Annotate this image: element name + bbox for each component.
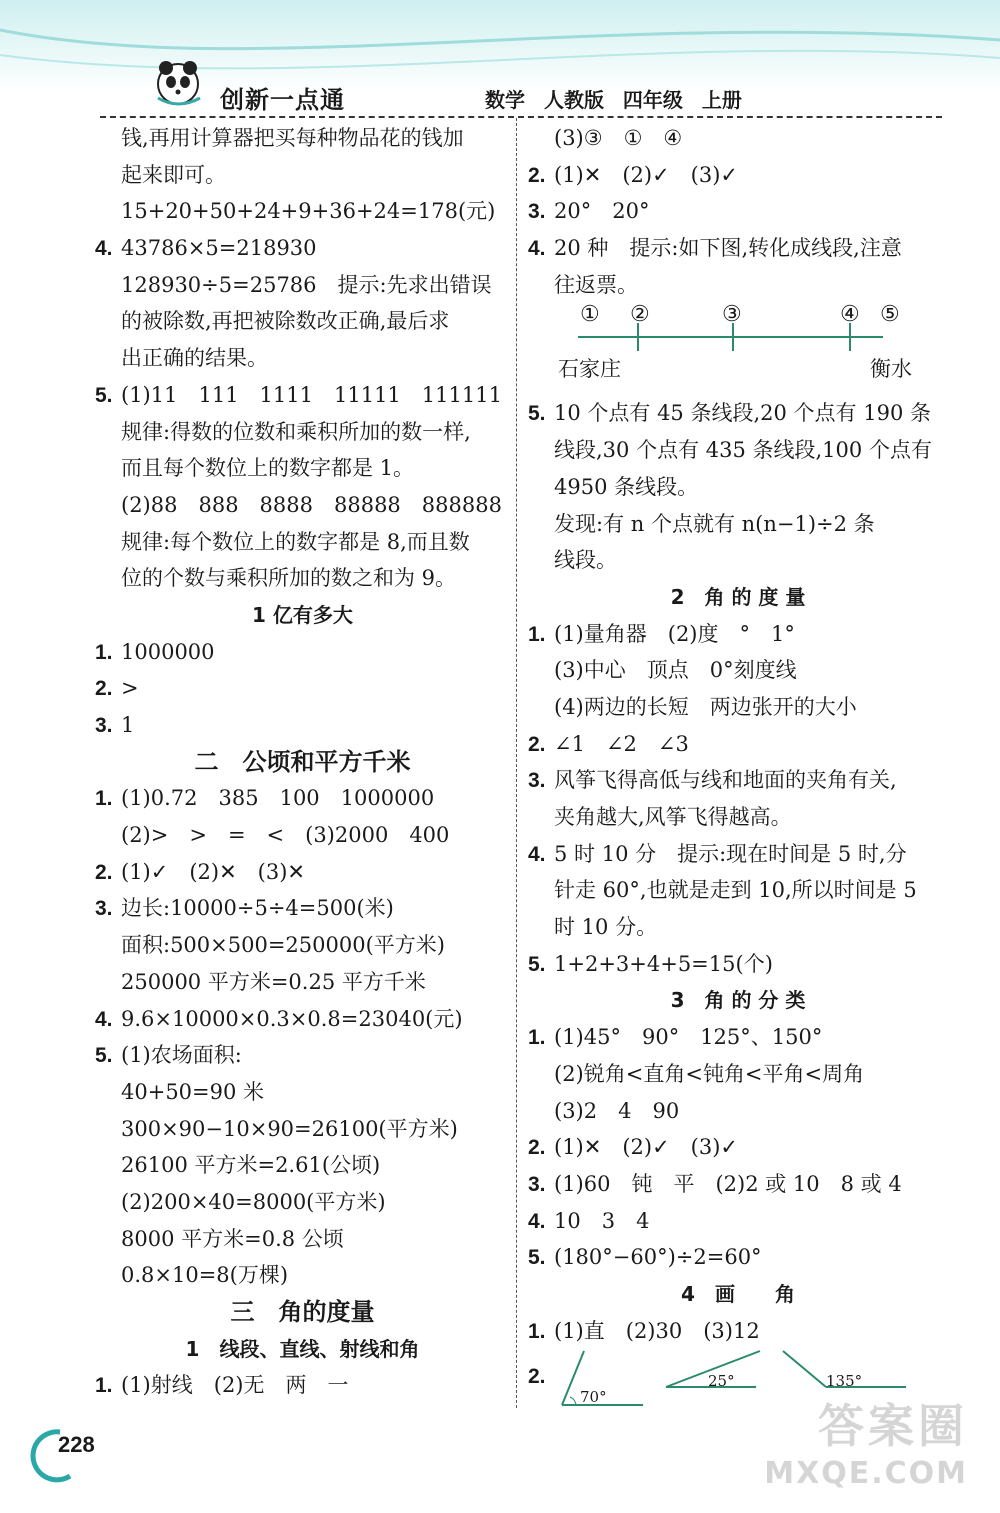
- answer-text: 5 时 10 分 提示:现在时间是 5 时,分: [554, 841, 907, 866]
- angle-label-70: 70°: [580, 1388, 607, 1407]
- answer-line: [95, 230, 510, 267]
- answer-text: (2)> > = < (3)2000 400: [121, 823, 450, 848]
- answer-line: [528, 1313, 948, 1350]
- answer-line: [95, 340, 510, 377]
- answer-line: [95, 854, 510, 891]
- section-heading: 三 角的度量: [230, 1298, 375, 1326]
- section-heading: 二 公顷和平方千米: [194, 747, 411, 776]
- answer-line: [528, 1239, 948, 1276]
- answer-line: [95, 670, 510, 707]
- answer-line: [95, 1147, 510, 1184]
- answer-line: [95, 780, 510, 817]
- answer-text: (4)两边的长短 两边张开的大小: [554, 694, 857, 719]
- answer-text: (2)88 888 8888 88888 888888: [121, 492, 502, 517]
- answer-line: [528, 1093, 948, 1130]
- answer-line: [528, 946, 948, 983]
- right-bottom-answers: [528, 395, 948, 1349]
- item-number: 1.: [528, 1319, 546, 1343]
- answer-line: [528, 1129, 948, 1166]
- answer-text: 风筝飞得高低与线和地面的夹角有关,: [554, 768, 897, 793]
- answer-line: [528, 542, 948, 579]
- point-1: ①: [580, 302, 600, 328]
- answer-text: (1)11 111 1111 11111 111111: [121, 382, 502, 407]
- answer-line: [95, 524, 510, 561]
- answer-line: [95, 1221, 510, 1258]
- answer-text: (3)2 4 90: [554, 1098, 680, 1123]
- answer-line: [95, 1037, 510, 1074]
- answer-text: 8000 平方米=0.8 公顷: [121, 1226, 344, 1251]
- answer-text: 1+2+3+4+5=15(个): [554, 951, 773, 976]
- item-number: 1.: [528, 622, 546, 646]
- answer-text: (1)✕ (2)✓ (3)✓: [554, 162, 739, 187]
- answer-line: [95, 450, 510, 487]
- item-number: 2.: [528, 1136, 546, 1160]
- answer-line: [95, 267, 510, 304]
- answer-line: [95, 707, 510, 744]
- answer-text: 位的个数与乘积所加的数之和为 9。: [121, 566, 457, 591]
- answer-line: [95, 377, 510, 414]
- answer-text: >: [121, 676, 139, 701]
- answer-line: [528, 193, 948, 230]
- answer-text: 往返票。: [554, 272, 638, 297]
- answer-line: [528, 1019, 948, 1056]
- column-divider: [516, 118, 517, 1408]
- answer-text: (1)60 钝 平 (2)2 或 10 8 或 4: [554, 1171, 902, 1196]
- item-number: 5.: [528, 952, 546, 976]
- answer-line: [95, 1001, 510, 1038]
- answer-text: 20 种 提示:如下图,转化成线段,注意: [554, 236, 902, 261]
- answer-line: [528, 726, 948, 763]
- answer-text: 15+20+50+24+9+36+24=178(元): [121, 199, 496, 224]
- answer-text: 1000000: [121, 639, 215, 664]
- item-number: 3.: [528, 769, 546, 793]
- item-number: 5.: [528, 402, 546, 426]
- answer-text: (1)45° 90° 125°、150°: [554, 1025, 823, 1050]
- answer-text: ∠1 ∠2 ∠3: [554, 731, 689, 756]
- answer-line: [528, 1056, 948, 1093]
- item-number: 4.: [528, 237, 546, 261]
- item-number: 3.: [95, 714, 113, 737]
- answer-line: [528, 652, 948, 689]
- item-number: 1.: [95, 640, 113, 664]
- answer-text: 26100 平方米=2.61(公顷): [121, 1153, 381, 1178]
- city-hengshui: 衡水: [870, 357, 912, 382]
- answer-text: 规律:得数的位数和乘积所加的数一样,: [121, 419, 471, 444]
- answer-line: [95, 487, 510, 524]
- answer-text: (1)0.72 385 100 1000000: [121, 786, 435, 811]
- answer-line: [528, 395, 948, 432]
- answer-text: 规律:每个数位上的数字都是 8,而且数: [121, 529, 470, 554]
- answer-line: [95, 157, 510, 194]
- answer-text: 9.6×10000×0.3×0.8=23040(元): [121, 1006, 463, 1031]
- answer-text: 128930÷5=25786 提示:先求出错误: [121, 272, 492, 297]
- page-number: 228: [58, 1432, 95, 1457]
- point-2: ②: [630, 302, 650, 328]
- answer-text: 钱,再用计算器把买每种物品花的钱加: [121, 126, 464, 150]
- right-column: [528, 120, 948, 1423]
- item-number: 2.: [95, 677, 113, 701]
- answer-text: (2)锐角<直角<钝角<平角<周角: [554, 1061, 865, 1086]
- watermark: [764, 1390, 968, 1491]
- panda-logo-icon: [150, 58, 212, 108]
- answer-line: [528, 1166, 948, 1203]
- header-divider: [100, 116, 942, 118]
- answer-line: [528, 157, 948, 194]
- answer-line: [95, 414, 510, 451]
- answer-text: 针走 60°,也就是走到 10,所以时间是 5: [554, 878, 917, 903]
- answer-line: [95, 964, 510, 1001]
- item-number: 4.: [95, 1007, 113, 1031]
- answer-text: 边长:10000÷5÷4=500(米): [121, 896, 394, 921]
- answer-line: [528, 872, 948, 909]
- answer-line: [528, 506, 948, 543]
- city-shijiazhuang: 石家庄: [558, 357, 621, 382]
- answer-text: 起来即可。: [121, 162, 226, 187]
- answer-line: [528, 799, 948, 836]
- answer-line: [95, 560, 510, 597]
- item-number: 1.: [95, 787, 113, 811]
- answer-text: 时 10 分。: [554, 915, 658, 940]
- item-number: 3.: [95, 897, 113, 921]
- answer-text: (2)200×40=8000(平方米): [121, 1189, 386, 1214]
- answer-line: [528, 616, 948, 653]
- angle-label-135: 135°: [826, 1372, 863, 1391]
- answer-text: 的被除数,再把被除数改正确,最后求: [121, 309, 450, 334]
- item-number: 5.: [528, 1246, 546, 1270]
- item-number: 3.: [528, 1172, 546, 1196]
- item-number: 4.: [528, 842, 546, 866]
- answer-text: 20° 20°: [554, 199, 650, 224]
- answer-line: [528, 230, 948, 267]
- answer-line: [95, 927, 510, 964]
- left-column: [95, 120, 510, 1404]
- watermark-url: MXQE.COM: [764, 1456, 968, 1491]
- answer-line: [95, 1111, 510, 1148]
- answer-text: 发现:有 n 个点就有 n(n−1)÷2 条: [554, 511, 875, 536]
- item-number: 5.: [95, 383, 113, 407]
- answer-line: [95, 1184, 510, 1221]
- answer-text: (3)③ ① ④: [554, 126, 683, 150]
- answer-line: [95, 193, 510, 230]
- book-info: 数学 人教版 四年级 上册: [485, 88, 742, 112]
- item-number: 1.: [95, 1374, 113, 1398]
- item-number: 2.: [528, 163, 546, 187]
- answer-line: [528, 762, 948, 799]
- item-number: 3.: [528, 200, 546, 224]
- answer-text: 10 个点有 45 条线段,20 个点有 190 条: [554, 401, 931, 426]
- answer-text: (1)✕ (2)✓ (3)✓: [554, 1135, 739, 1160]
- answer-line: [95, 890, 510, 927]
- answer-text: (1)✓ (2)✕ (3)✕: [121, 859, 306, 884]
- watermark-logo-text: 答案圈: [818, 1399, 968, 1453]
- item-number: 1.: [528, 1026, 546, 1050]
- point-5: ⑤: [880, 302, 900, 328]
- section-heading: 1 亿有多大: [252, 602, 353, 627]
- section-heading: 4 画 角: [681, 1281, 795, 1306]
- point-4: ④: [840, 302, 860, 328]
- answer-line: [95, 634, 510, 671]
- right-top-answers: [528, 120, 948, 303]
- answer-line: [528, 1203, 948, 1240]
- answer-text: 线段。: [554, 548, 617, 573]
- answer-line: [528, 909, 948, 946]
- answer-text: 0.8×10=8(万棵): [121, 1263, 289, 1288]
- answer-line: [528, 836, 948, 873]
- answer-line: [528, 432, 948, 469]
- answer-text: 250000 平方米=0.25 平方千米: [121, 969, 426, 994]
- answer-line: [95, 1367, 510, 1404]
- answer-line: [95, 303, 510, 340]
- section-heading: 2 角 的 度 量: [670, 584, 806, 609]
- answer-text: (1)量角器 (2)度 ° 1°: [554, 621, 795, 646]
- answer-text: (180°−60°)÷2=60°: [554, 1245, 762, 1270]
- item-number: 2.: [95, 860, 113, 884]
- angle-label-25: 25°: [708, 1372, 735, 1391]
- section-heading: 1 线段、直线、射线和角: [185, 1336, 420, 1361]
- answer-line: [528, 689, 948, 726]
- answer-line: [528, 120, 948, 157]
- answer-text: 40+50=90 米: [121, 1079, 265, 1104]
- answer-text: 而且每个数位上的数字都是 1。: [121, 456, 415, 481]
- brand-title: 创新一点通: [220, 86, 345, 114]
- answer-text: 夹角越大,风筝飞得越高。: [554, 805, 792, 829]
- answer-line: [95, 120, 510, 157]
- answer-text: (1)农场面积:: [121, 1043, 242, 1068]
- answer-line: [528, 469, 948, 506]
- answer-text: 出正确的结果。: [121, 346, 268, 371]
- answer-text: 1: [121, 713, 135, 737]
- answer-text: 300×90−10×90=26100(平方米): [121, 1116, 458, 1141]
- item-number: 5.: [95, 1044, 113, 1068]
- answer-text: 10 3 4: [554, 1208, 650, 1233]
- answer-text: 43786×5=218930: [121, 236, 317, 261]
- line-segment-diagram: [528, 303, 948, 395]
- answer-line: [95, 1257, 510, 1294]
- answer-text: 4950 条线段。: [554, 474, 699, 499]
- item-number: 2.: [528, 732, 546, 756]
- answer-line: [95, 1074, 510, 1111]
- item-number: 4.: [95, 237, 113, 261]
- answer-text: (1)直 (2)30 (3)12: [554, 1318, 760, 1343]
- answer-line: [95, 817, 510, 854]
- answer-text: 面积:500×500=250000(平方米): [121, 933, 445, 958]
- answer-text: (3)中心 顶点 0°刻度线: [554, 658, 797, 683]
- item-number: 2.: [528, 1365, 546, 1389]
- point-3: ③: [722, 302, 742, 328]
- answer-text: (1)射线 (2)无 两 一: [121, 1373, 349, 1398]
- answer-text: 线段,30 个点有 435 条线段,100 个点有: [554, 438, 932, 463]
- item-number: 4.: [528, 1209, 546, 1233]
- section-heading: 3 角 的 分 类: [670, 988, 806, 1013]
